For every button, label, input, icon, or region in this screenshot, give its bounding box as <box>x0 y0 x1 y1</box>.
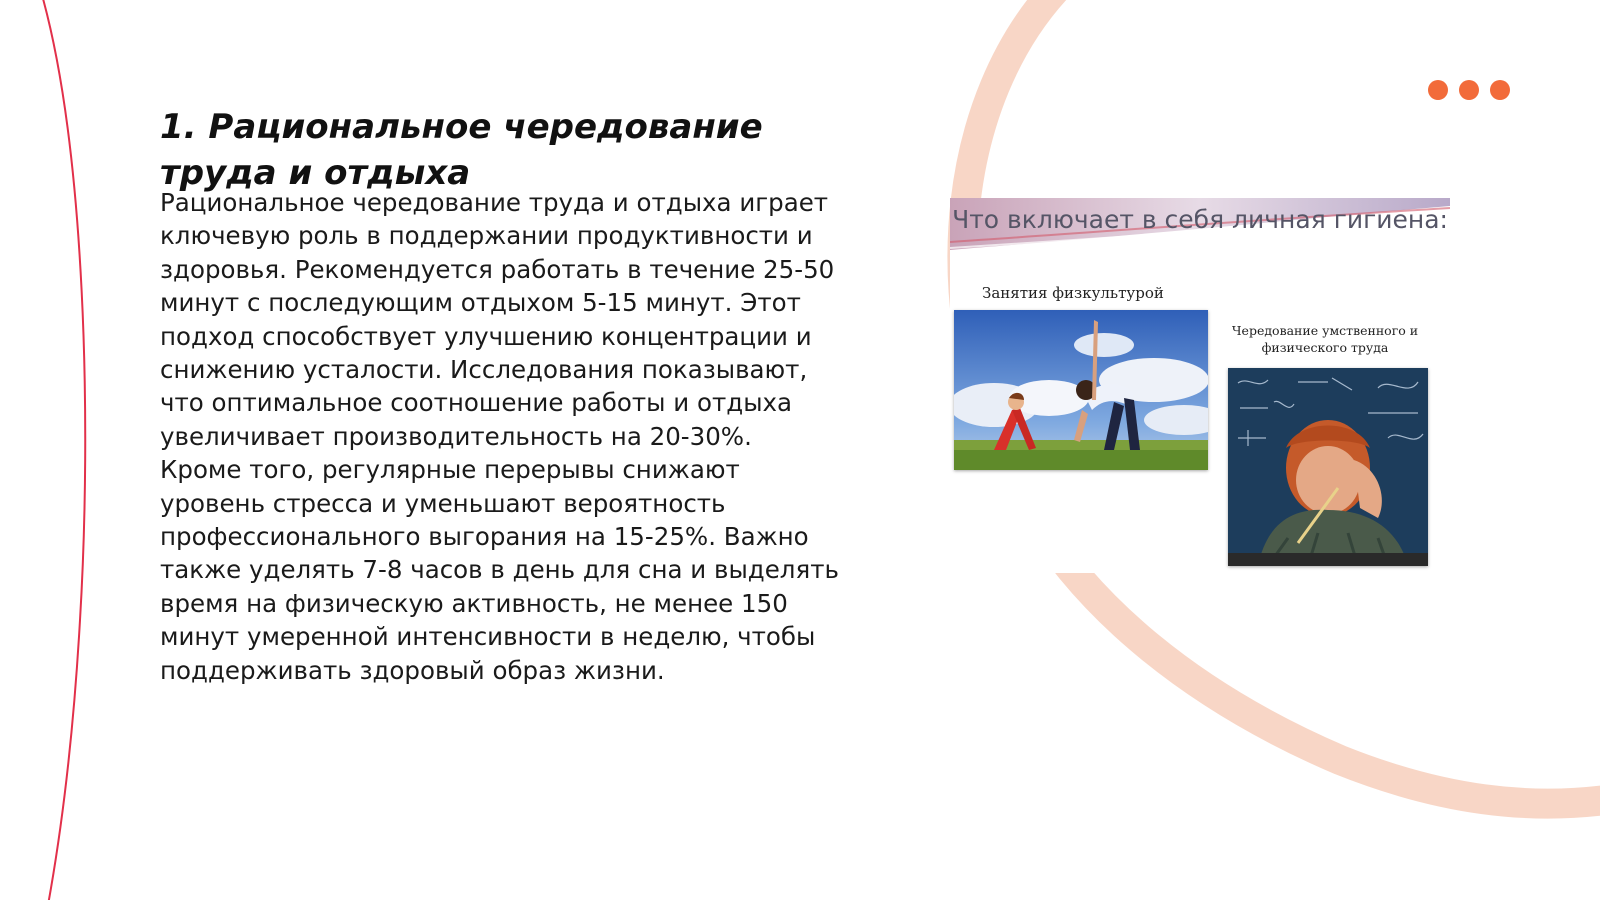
slide-body-text: Рациональное чередование труда и отдыха играет ключевую роль в поддержании продуктивности и здоровья. Рекомендуется работать в течение 25-50 минут с последующим отдыхом 5-15 минут. Этот подход способствует улучшению концентрации и снижению усталости. Исследования показывают, что оптимальное соотношение работы и отдыха увеличивает производительность на 20-30%. Кроме того, регулярные перерывы снижают уровень стресса и уменьшают вероятность профессионального выгорания на 15-25%. Важно также уделять 7-8 часов в день для сна и выделять время на физическую активность, не менее 150 минут умеренной интенсивности в неделю, чтобы поддерживать здоровый образ жизни. <box>160 188 839 685</box>
slide-title: 1. Рациональное чередование труда и отдыха <box>160 107 763 193</box>
dot <box>1490 80 1510 100</box>
more-dots-icon <box>1428 80 1510 100</box>
left-decor-line <box>42 0 85 900</box>
children-exercising-photo <box>954 310 1208 470</box>
caption-sport: Занятия физкультурой <box>982 284 1164 302</box>
dot <box>1428 80 1448 100</box>
card-title: Что включает в себя личная гигиена: <box>952 205 1448 234</box>
boy-studying-photo <box>1228 368 1428 566</box>
embedded-slide-card <box>950 198 1450 573</box>
caption-labor: Чередование умственного и физического труда <box>1231 323 1419 355</box>
dot <box>1459 80 1479 100</box>
